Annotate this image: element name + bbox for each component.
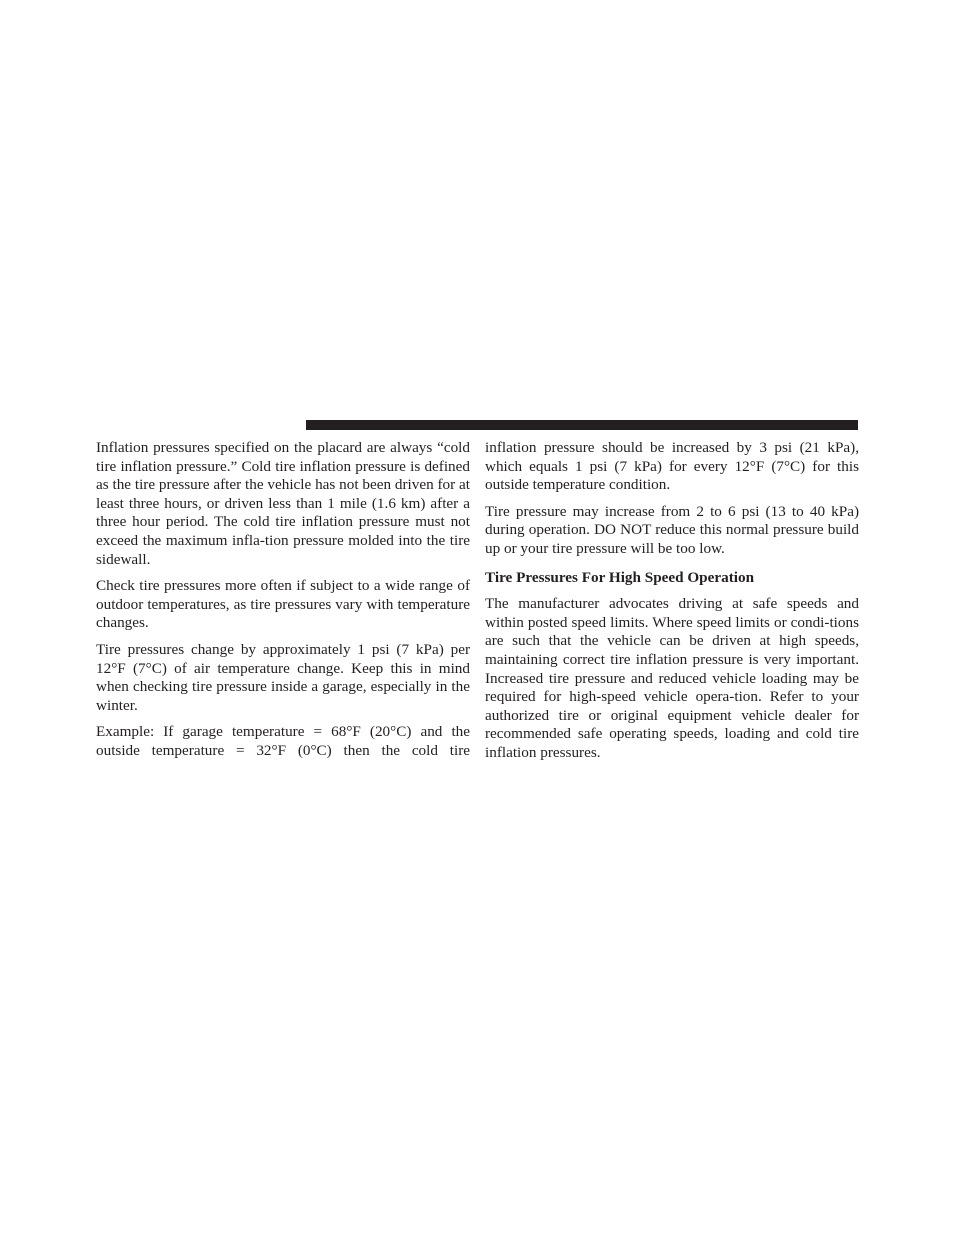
- paragraph-example-continued: inflation pressure should be increased by 3 psi (21 kPa), which equals 1 psi (7 kPa) for every 12°F (7°C) for this outside temperature condition.: [485, 439, 859, 494]
- paragraph-pressure-change: Tire pressures change by approximately 1 psi (7 kPa) per 12°F (7°C) of air temperature change. Keep this in mind when checking tire pressure inside a garage, especially in the winter.: [96, 640, 470, 714]
- paragraph-pressure-increase: Tire pressure may increase from 2 to 6 psi (13 to 40 kPa) during operation. DO NOT reduce this normal pressure build up or your tire pressure will be too low.: [485, 502, 859, 557]
- paragraph-check-pressures: Check tire pressures more often if subject to a wide range of outdoor temperatures, as tire pressures vary with temperature changes.: [96, 577, 470, 632]
- right-column: [485, 439, 859, 771]
- section-heading-high-speed: Tire Pressures For High Speed Operation: [485, 568, 755, 586]
- paragraph-example: Example: If garage temperature = 68°F (20°C) and the outside temperature = 32°F (0°C) then the cold tire: [96, 723, 470, 759]
- paragraph-high-speed: The manufacturer advocates driving at safe speeds and within posted speed limits. Where speed limits or condi-tions are such that the vehicle can be driven at high speeds, maintaining correct tire inflation pressure is very important. Increased tire pressure and reduced vehicle loading may be required for high-speed vehicle opera-tion. Refer to your authorized tire or original equipment vehicle dealer for recommended safe operating speeds, loading and cold tire inflation pressures.: [485, 595, 859, 761]
- section-header-rule: [306, 420, 858, 430]
- paragraph-cold-tire-inflation: Inflation pressures specified on the placard are always “cold tire inflation pressure.” Cold tire inflation pressure is defined as the tire pressure after the vehicle has not been driven for at least three hours, or driven less than 1 mile (1.6 km) after a three hour period. The cold tire inflation pressure must not exceed the maximum infla-tion pressure molded into the tire sidewall.: [96, 439, 470, 568]
- left-column: [96, 439, 470, 769]
